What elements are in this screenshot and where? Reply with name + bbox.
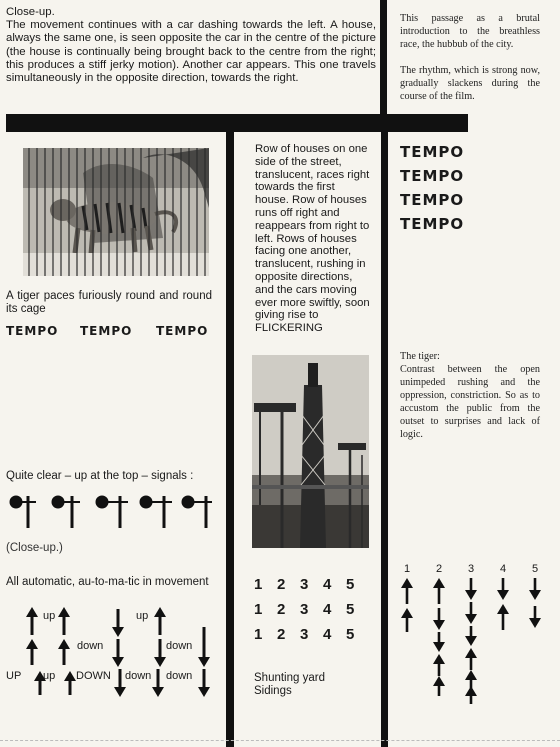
railway-tower-icon [252,355,369,548]
intro-heading: Close-up. [6,6,55,18]
number-cell: 1 [254,601,263,618]
arrow-label-up: up [43,670,56,682]
shunting-caption [254,672,325,697]
tempo-word: TEMPO [400,191,465,209]
number-row [254,626,369,644]
arrow-label-down: down [166,640,193,652]
number-cell: 2 [277,626,286,643]
number-cell: 2 [277,601,286,618]
number-cell: 1 [254,576,263,593]
tempo-word: TEMPO [400,143,465,161]
arrow-number: 1 [404,563,411,575]
tiger-icon [23,148,209,276]
tiger-note [400,350,540,441]
tiger-note-heading: The tiger: [400,351,440,362]
side-note-2: The rhythm, which is strong now, gradually slackens during the course of the film. [400,65,540,102]
arrow-label-down: down [166,670,193,682]
arrow-label-down: down [77,640,104,652]
intro-text: The movement continues with a car dashing towards the left. A house, always the same one, is seen opposite the car in the centre of the picture (the house is continually being brought back to the centre from the right; this produces a stiff jerky motion). Another car appears. This one travels simultaneously in the opposite direction, towards the right. [6,19,376,85]
tempo-word: TEMPO [400,215,465,233]
tempo-word: TEMPO [80,324,133,338]
tempo-word: TEMPO [400,167,465,185]
number-cell: 5 [346,576,355,593]
arrow-label-up: up [43,610,56,622]
number-cell: 4 [323,601,332,618]
page-edge [0,740,560,742]
arrow-number: 4 [500,563,507,575]
number-cell: 4 [323,576,332,593]
number-cell: 1 [254,626,263,643]
number-row [254,576,369,594]
houses-text [255,143,371,335]
signals-icon [6,492,216,532]
tempo-stack [400,140,464,236]
tiger-caption: A tiger paces furiously round and round its cage [6,290,212,315]
automatic-label: All automatic, au-to-ma-tic in movement [6,576,209,588]
closeup-label: (Close-up.) [6,542,63,554]
tiger-note-text: Contrast between the open unimpeded rushing and the oppression, constriction. So as to accustom the public from the outset to surprises and lack of logic. [400,364,540,440]
tiger-cage-photo [23,148,209,276]
number-row [254,601,369,619]
shunting-label: Shunting yard [254,672,325,684]
signals-label: Quite clear – up at the top – signals : [6,470,194,482]
flickering-word: FLICKERING [255,322,323,335]
tempo-word: TEMPO [6,324,59,338]
arrow-number: 2 [436,563,443,575]
horizontal-rule [6,114,468,132]
arrow-label-up: up [136,610,149,622]
intro-block [6,6,376,85]
arrow-number: 3 [468,563,475,575]
number-cell: 3 [300,601,309,618]
tempo-word: TEMPO [156,324,209,338]
arrow-label-down: down [125,670,152,682]
number-cell: 3 [300,626,309,643]
number-cell: 4 [323,626,332,643]
arrow-label-up-caps: UP [6,670,22,682]
railway-signals-photo [252,355,369,548]
right-vertical-bar [381,132,388,747]
middle-vertical-bar [226,132,234,747]
number-cell: 3 [300,576,309,593]
number-cell: 5 [346,601,355,618]
sidings-label: Sidings [254,684,292,697]
number-cell: 2 [277,576,286,593]
arrow-number: 5 [532,563,539,575]
houses-text-body: Row of houses on one side of the street, translucent, races right towards the first house. Row of houses runs off right and reappears from right to left. Rows of houses facing one another, translucent, rushing in opposite directions, and the cars moving ever more swiftly, soon giving rise to [255,143,370,322]
arrow-label-down-caps: DOWN [76,670,111,682]
number-cell: 5 [346,626,355,643]
arrow-columns-icon [398,576,548,706]
side-note-1: This passage as a brutal introduction to the breathless race, the hubbub of the city. [400,13,540,50]
top-vertical-bar [380,0,387,120]
